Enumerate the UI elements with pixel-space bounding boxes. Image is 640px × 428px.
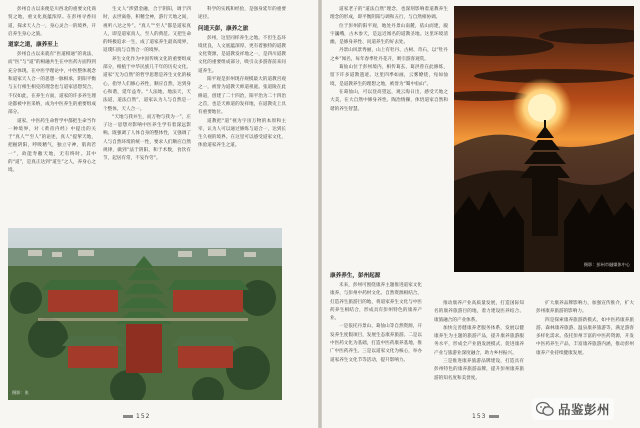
body-paragraph: 扩大康养品牌影响力，加强宣传推介，扩大彭州康养旅游的影响力。 <box>536 301 634 315</box>
watermark-text: 品鉴彭州 <box>558 402 611 417</box>
body-paragraph: 三是推进康养旅游品牌建设，打造具有彭州特色的康养旅游品牌，提升彭州康养旅游的知名度和美誉度。 <box>434 359 524 381</box>
body-paragraph: 四是探索康养旅游新模式，如中医药康养旅游、森林康养旅游、温泉康养旅游等，满足游客多样化需求。依托彭州丰富的中医药资源，开发中医药养生产品，丰富康养旅游内涵，推动彭州康养产业持续健康发展。 <box>536 317 634 356</box>
body-paragraph: 阳平观是彭州现存规模最大的道教宫观之一，被誉为道教天师道祖庭。张道陵在此修道，创建了二十四治，阳平治为二十四治之首，也是天师道的发祥地，在道教史上具有重要地位。 <box>198 77 286 116</box>
body-paragraph: 生文人“涉猎金融，合于阴阳，调于四时，去世离俗，积精全神，游行天地之间，视听八达之外”。“真人”“至人”都是道家真人，即是道家真人，至人的典范。又把生命的终极追求一生，成了道家养生最高境界，返璞归真与自然合一的境界。 <box>103 7 191 54</box>
body-paragraph: 彭州自古以来就有“医道相通”的说法，而“医”与“道”的相融共生在中医药方面得到充分体现。在中医学理论中，中医整体观念和道家天人合一的思想一脉相承，阴阳平衡与五行相生相克的理念也与道家思想契合，不仅如此，在养生方面，道家的许多养生理论都被中医采纳，成为中医养生的重要组成部分。 <box>8 52 96 116</box>
wechat-watermark <box>532 398 614 420</box>
right-column-2 <box>330 270 422 408</box>
right-column-3 <box>434 300 524 408</box>
body-paragraph: 一是依托丹景山、葛仙山等自然资源，开发养生度假项目，发展生态康养旅游。二是以中医药文化为基础，打造中医药康养基地，推广中医药养生。三是以道家文化为核心，举办道家养生文化节等活动，提升影响力。 <box>330 324 422 363</box>
body-paragraph: 道教把“道”视为宇宙万物的本原和主宰，认为人可以通过修炼与道合一，达到长生久视的境界。在这里可以感受道家文化，体验道家养生之道。 <box>198 118 286 149</box>
wechat-icon <box>536 401 554 417</box>
right-page <box>322 0 640 428</box>
section-heading: 康养养生，彭州起源 <box>330 273 381 279</box>
right-column-1 <box>330 6 448 268</box>
body-paragraph: 推动康养产业高质量发展，打造国际知名的康养旅游目的地，着力建设医养结合、康旅融合的产业体系。 <box>434 301 524 323</box>
body-paragraph: 未来，彭州可围绕康养主题推进道家文化康养，与彭州中药材文化、自然资源相结合，打造养生旅游目的地，将道家养生文化与中医药养生相结合，形成具有彭州特色的康养产业。 <box>330 283 422 322</box>
body-paragraph: 彭州自古以来便是川西北的重要文化商贸之地，重文化底蕴浓厚。在彭州寻香问道，探求天人合一，身心灵合一的境界，开启养生身心之旅。 <box>8 7 96 37</box>
body-paragraph: 在葛仙山，可以登高望远，观云海日出，感受天地之大美，在大自然中修身养性、陶冶情操，体悟道家自然和谐的养生智慧。 <box>330 89 448 112</box>
temple-photo-credit: 摄影：张 <box>12 390 29 395</box>
body-paragraph: 丹景山风景秀丽，山上有牡丹、古树、奇石，以“牡丹之乡”闻名，每年春季牡丹花开，吸引游客观赏。 <box>330 48 448 62</box>
right-page-number: 153 <box>472 413 502 420</box>
body-paragraph: 养生文化作为中国传统文化的重要组成部分，根植于中华民族几千年的历史文化。道家“无为自然”的哲学思想是养生文化的核心，指导人们修心养性，顺应自然，达到身心和谐，延年益寿。“人法地，地法天，天法道，道法自然”，道家认为人与自然是一个整体，天人合一。 <box>103 56 191 112</box>
body-paragraph: 加快完善健康养老服务体系，发展以健康养生为主题的旅游产品，提升康养旅游服务水平，形成全产业链发展模式，促进康养产业与旅游业深度融合，助力乡村振兴。 <box>434 325 524 356</box>
body-paragraph: 位于彭州的阳平观，地处丹景山南麓，依山而建，殿宇巍峨，古木参天，是远近闻名的道教圣地。这里环境清幽，是修身养性、问道养生的好去处。 <box>330 23 448 46</box>
left-column-2 <box>103 6 191 222</box>
section-heading: 问道天彭，康养之旅 <box>198 25 249 32</box>
left-page-number: 152 <box>120 413 150 420</box>
left-column-1 <box>8 6 96 222</box>
left-page <box>0 0 318 428</box>
sunset-photo-credit: 摄影：彭州市融媒体中心 <box>583 262 630 267</box>
body-paragraph: 道家，中医药生命哲学中都把生命当作一种境界，对《黄帝内经》中提出的关于“真人”“至人”的论述，真人“提挈天地，把握阴阳，呼吸精气，独立守神，肌肉若一”，故能寿敝天地，无有终时。其中的“道”，是真正达到“道生”之人，养身心之境。 <box>8 118 96 174</box>
temple-aerial-photo <box>8 228 282 400</box>
body-paragraph: 科学的实践和经验，是强身延年的重要途径。 <box>198 7 286 21</box>
right-column-4 <box>536 300 634 408</box>
body-paragraph: 道家老子的“道法自然”理念，也深刻影响着道教养生理念的形成，即平衡阴阳与调和五行，与自然相协调。 <box>330 7 448 21</box>
sunset-pagoda-photo <box>454 6 634 272</box>
left-column-3 <box>198 6 286 222</box>
body-paragraph: “天地与我并生，而万物与我为一”，庄子这一思想对影响中医养生学有着深远影响。既强调了人体自身的整体性，又强调了人与自然环境的统一性，要求人们顺应自然规律，做到“法于阴阳，和于术数，食饮有节，起居有常，不妄作劳”。 <box>103 114 191 162</box>
section-heading: 道家之道，康养至上 <box>8 42 59 49</box>
body-paragraph: 葛仙山位于彭州境内，相传葛玄、葛洪曾在此修炼，留下许多道教遗迹。这里四季如画，云雾缭绕，宛如仙境，是道教养生的理想之地，被誉为“蜀中仙山”。 <box>330 65 448 87</box>
body-paragraph: 彭州，这里同样养生之地。不但生态环境优良，人文底蕴深厚，更有着独特的道教文化资源，是道教发祥地之一，是四川道教文化的重要组成部分，吸引众多游客前来问道养生。 <box>198 35 286 74</box>
